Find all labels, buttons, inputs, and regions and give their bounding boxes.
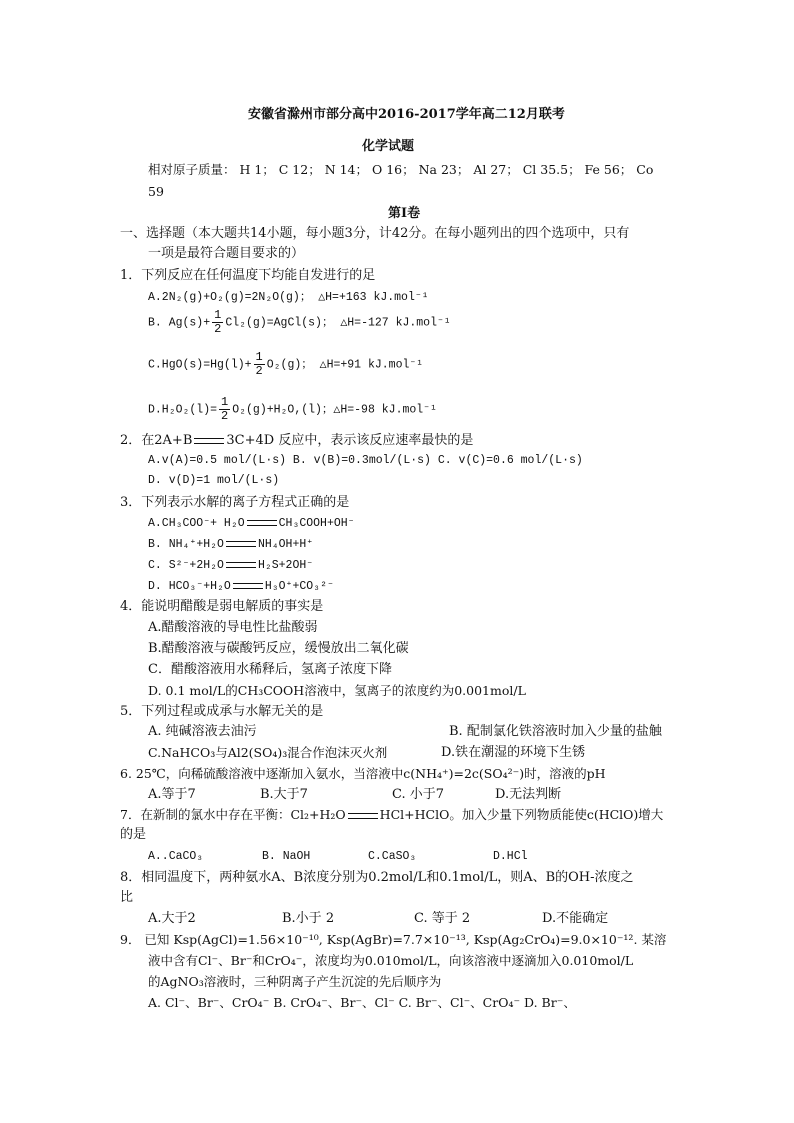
equilibrium-arrow-icon (233, 582, 263, 590)
q1-option-b: B. Ag(s)+ $\frac{1}{2}$ Cl₂(g)=AgCl(s)； △H=-127 kJ.mol⁻¹ (148, 308, 451, 336)
q9-stem-line1: 9． 已知 Ksp(AgCl)=1.56×10⁻¹⁰, Ksp(AgBr)=7.7×10⁻¹³, Ksp(Ag₂CrO₄)=9.0×10⁻¹². 某溶 (120, 932, 667, 947)
equilibrium-arrow-icon (226, 561, 256, 569)
q7-stem: 7．在新制的氯水中存在平衡：Cl₂+H₂O HCl+HClO。加入少量下列物质能使c(HClO)增大 (120, 807, 664, 822)
q6-option-a: A.等于7 (148, 787, 196, 802)
part1-instructions-line1: 一、选择题（本大题共14小题，每小题3分，计42分。在每小题列出的四个选项中，只有 (120, 226, 630, 241)
q1-option-c: C.HgO(s)=Hg(l)+ $\frac{1}{2}$ O₂(g)； △H=+91 kJ.mol⁻¹ (148, 350, 424, 378)
equilibrium-arrow-icon (194, 437, 224, 445)
equilibrium-arrow-icon (247, 519, 277, 527)
q9-stem-line3: 的AgNO₃溶液时，三种阴离子产生沉淀的先后顺序为 (148, 974, 442, 989)
fraction-half: $\frac{1}{2}$ (255, 350, 263, 378)
q7-stem-cont: 的是 (120, 827, 147, 842)
q1-option-a: A.2N₂(g)+O₂(g)=2N₂O(g)； △H=+163 kJ.mol⁻¹ (148, 291, 429, 304)
q8-option-d: D.不能确定 (542, 911, 609, 926)
exam-title: 安徽省滁州市部分高中2016-2017学年高二12月联考 (248, 107, 565, 122)
q2-options-line1: A.v(A)=0.5 mol/(L·s) B. v(B)=0.3mol/(L·s) C. v(C)=0.6 mol/(L·s) (148, 454, 583, 467)
q3-option-b: B. NH₄⁺+H₂O NH₄OH+H⁺ (148, 538, 314, 551)
q5-option-b: B. 配制氯化铁溶液时加入少量的盐触 (449, 724, 662, 739)
q3-option-d: D. HCO₃⁻+H₂O H₃O⁺+CO₃²⁻ (148, 580, 334, 593)
atomic-masses-line1: 相对原子质量： H 1； C 12； N 14； O 16； Na 23； Al 27； Cl 35.5； Fe 56； Co (148, 162, 654, 177)
q7-option-d: D.HCl (493, 850, 528, 863)
q9-stem-line2: 液中含有Cl⁻、Br⁻和CrO₄⁻，浓度均为0.010mol/L，向该溶液中逐滴加入0.010mol/L (148, 953, 634, 968)
q5-option-d: D.铁在潮湿的环境下生锈 (441, 745, 586, 760)
q6-option-d: D.无法判断 (495, 787, 562, 802)
q4-stem: 4．能说明醋酸是弱电解质的事实是 (120, 599, 324, 614)
q8-option-b: B.小于 2 (282, 911, 335, 926)
q4-option-b: B.醋酸溶液与碳酸钙反应，缓慢放出二氧化碳 (148, 641, 409, 656)
q5-option-a: A. 纯碱溶液去油污 (148, 724, 257, 739)
exam-subtitle: 化学试题 (362, 139, 415, 154)
atomic-masses-line2: 59 (148, 184, 164, 199)
equilibrium-arrow-icon (348, 812, 378, 820)
q8-stem-cont: 比 (120, 890, 134, 905)
q3-stem: 3．下列表示水解的离子方程式正确的是 (120, 495, 350, 510)
q6-option-b: B.大于7 (260, 787, 308, 802)
q7-option-c: C.CaSO₃ (368, 850, 417, 863)
q4-option-d: D. 0.1 mol/L的CH₃COOH溶液中，氢离子的浓度约为0.001mol/L (148, 683, 526, 698)
q1-stem: 1．下列反应在任何温度下均能自发进行的足 (120, 268, 376, 283)
q7-option-a: A..CaCO₃ (148, 850, 204, 863)
q3-option-a: A.CH₃COO⁻+ H₂O CH₃COOH+OH⁻ (148, 517, 355, 530)
q5-stem: 5．下列过程或成承与水解无关的是 (120, 704, 324, 719)
q4-option-a: A.醋酸溶液的导电性比盐酸弱 (148, 620, 318, 635)
q4-option-c: C．醋酸溶液用水稀释后，氢离子浓度下降 (148, 662, 392, 677)
q3-option-c: C. S²⁻+2H₂O H₂S+2OH⁻ (148, 559, 314, 572)
q5-option-c: C.NaHCO₃与Al2(SO₄)₃混合作泡沫灭火剂 (148, 745, 388, 760)
q8-option-a: A.大于2 (148, 911, 196, 926)
q8-stem: 8．相同温度下，两种氨水A、B浓度分别为0.2mol/L和0.1mol/L，则A、B的OH-浓度之 (120, 870, 634, 885)
q8-option-c: C. 等于 2 (414, 911, 471, 926)
q7-option-b: B. NaOH (262, 850, 311, 863)
part1-instructions-line2: 一项是最符合题目要求的） (148, 246, 305, 261)
equilibrium-arrow-icon (226, 540, 256, 548)
q2-options-line2: D. v(D)=1 mol/(L·s) (148, 474, 280, 487)
q9-options: A. Cl⁻、Br⁻、CrO₄⁻ B. CrO₄⁻、Br⁻、Cl⁻ C. Br⁻、Cl⁻、CrO₄⁻ D. Br⁻、 (148, 995, 576, 1010)
q1-option-d: D.H₂O₂(l)= $\frac{1}{2}$ O₂(g)+H₂O,(l)；△H=-98 kJ.mol⁻¹ (148, 395, 437, 423)
fraction-half: $\frac{1}{2}$ (214, 308, 222, 336)
fraction-half: $\frac{1}{2}$ (221, 395, 229, 423)
q6-option-c: C. 小于7 (392, 787, 445, 802)
section-heading: 第I卷 (388, 206, 421, 221)
q2-stem: 2．在2A+B 3C+4D 反应中，表示该反应速率最快的是 (120, 433, 474, 448)
q6-stem: 6. 25℃，向稀硫酸溶液中逐渐加入氨水，当溶液中c(NH₄⁺)=2c(SO₄²⁻)时，溶液的pH (120, 766, 606, 781)
